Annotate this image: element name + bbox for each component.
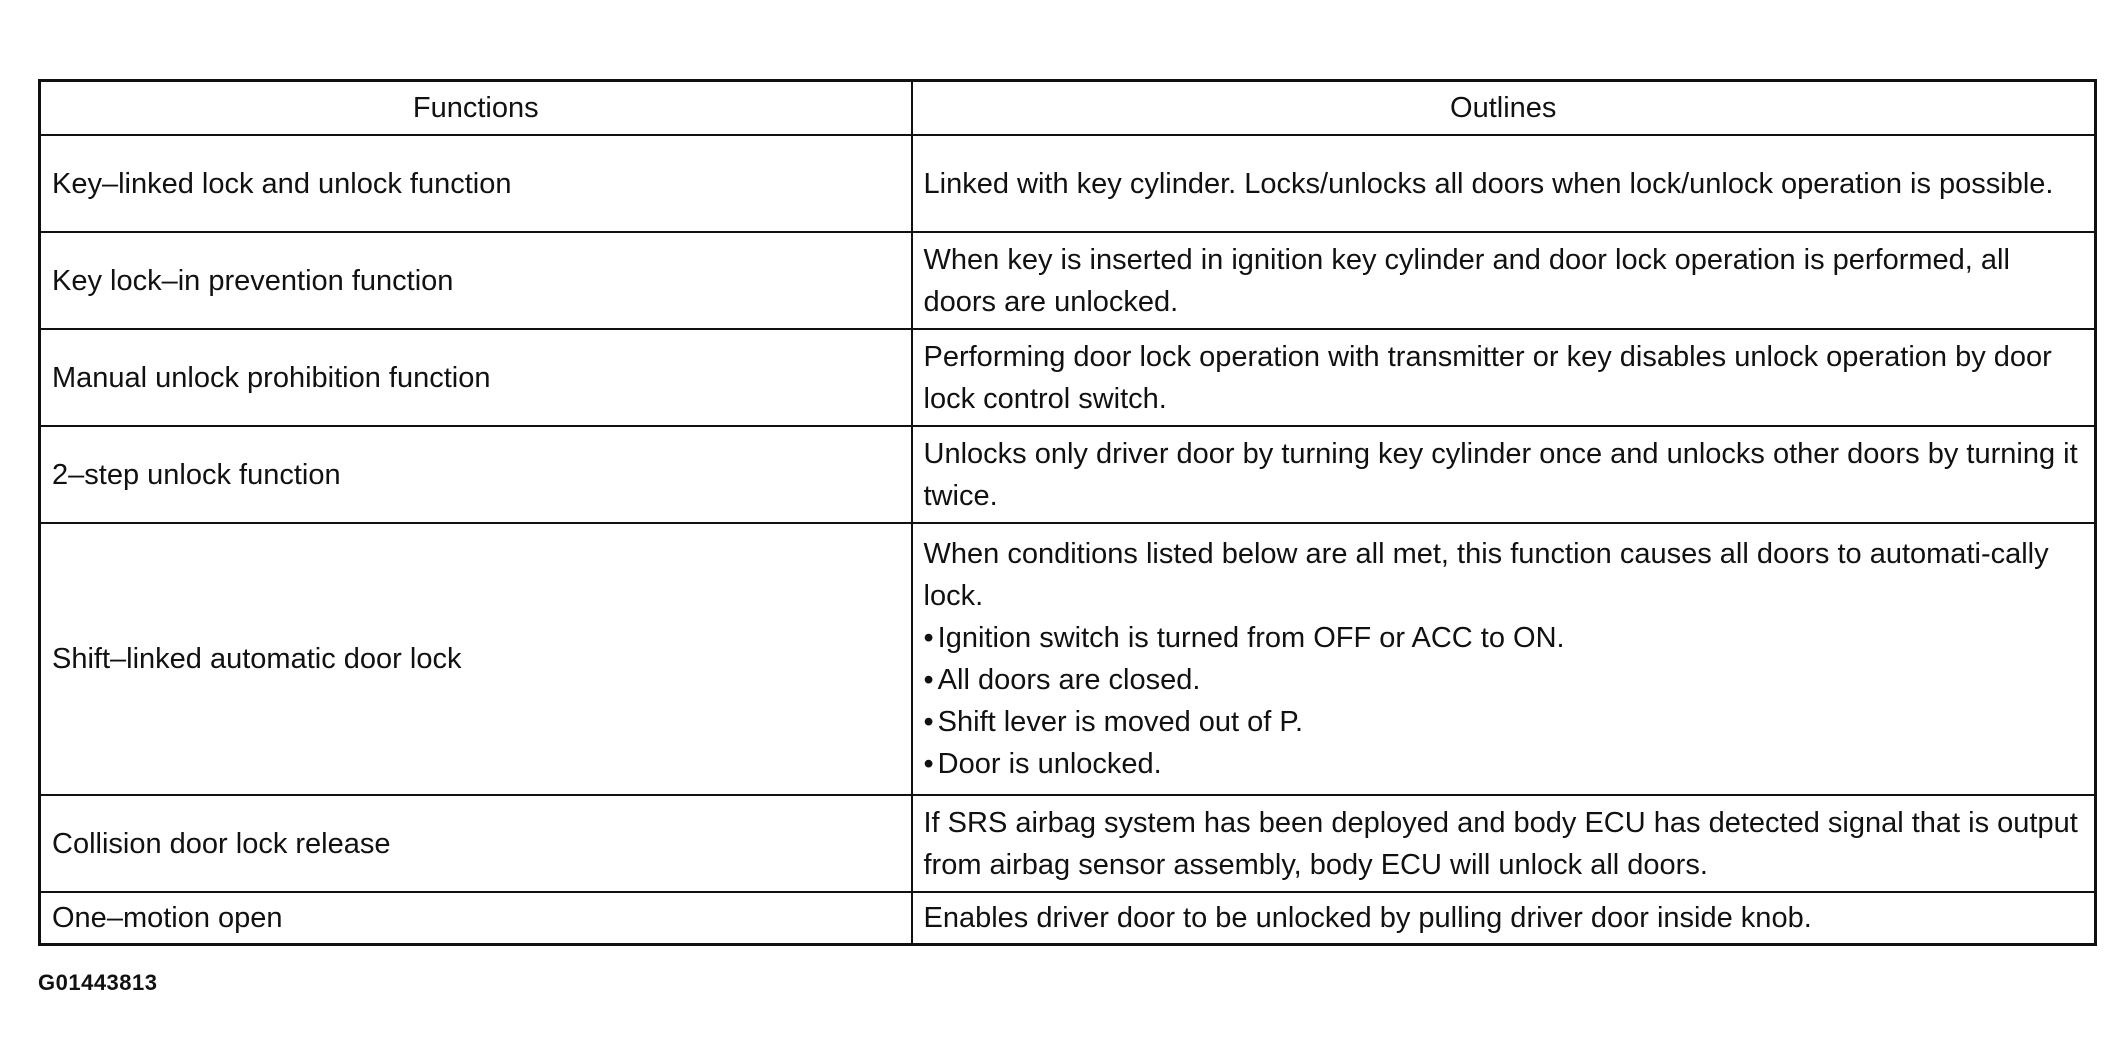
outline-cell: If SRS airbag system has been deployed and body ECU has detected signal that is output from airbag sensor assembly, body ECU will unlock all doors. — [912, 795, 2096, 892]
figure-code: G01443813 — [38, 970, 158, 995]
function-cell: Key–linked lock and unlock function — [40, 135, 912, 232]
function-cell: Manual unlock prohibition function — [40, 329, 912, 426]
functions-outlines-table — [38, 79, 2097, 946]
function-cell: Collision door lock release — [40, 795, 912, 892]
table-row — [40, 329, 2096, 426]
condition-bullet: • All doors are closed. — [924, 659, 2084, 701]
condition-bullet: • Ignition switch is turned from OFF or ACC to ON. — [924, 617, 2084, 659]
outline-cell: Performing door lock operation with transmitter or key disables unlock operation by door lock control switch. — [912, 329, 2096, 426]
outline-cell: When key is inserted in ignition key cylinder and door lock operation is performed, all doors are unlocked. — [912, 232, 2096, 329]
condition-bullet: • Door is unlocked. — [924, 743, 2084, 785]
outlines-column-header: Outlines — [912, 81, 2096, 136]
outline-intro-text: When conditions listed below are all met, this function causes all doors to automati-cally lock. — [923, 538, 2049, 612]
outline-cell — [912, 523, 2096, 795]
table-header-row — [40, 81, 2096, 136]
table-row — [40, 426, 2096, 523]
outline-cell: Linked with key cylinder. Locks/unlocks all doors when lock/unlock operation is possible. — [912, 135, 2096, 232]
outline-cell: Enables driver door to be unlocked by pulling driver door inside knob. — [912, 892, 2096, 945]
outline-cell: Unlocks only driver door by turning key cylinder once and unlocks other doors by turning it twice. — [912, 426, 2096, 523]
table-row — [40, 892, 2096, 945]
function-cell: One–motion open — [40, 892, 912, 945]
function-cell: Key lock–in prevention function — [40, 232, 912, 329]
table-row — [40, 232, 2096, 329]
table-row — [40, 523, 2096, 795]
function-cell: Shift–linked automatic door lock — [40, 523, 912, 795]
functions-column-header: Functions — [40, 81, 912, 136]
function-cell: 2–step unlock function — [40, 426, 912, 523]
table-row — [40, 135, 2096, 232]
table-row — [40, 795, 2096, 892]
condition-bullet: • Shift lever is moved out of P. — [924, 701, 2084, 743]
